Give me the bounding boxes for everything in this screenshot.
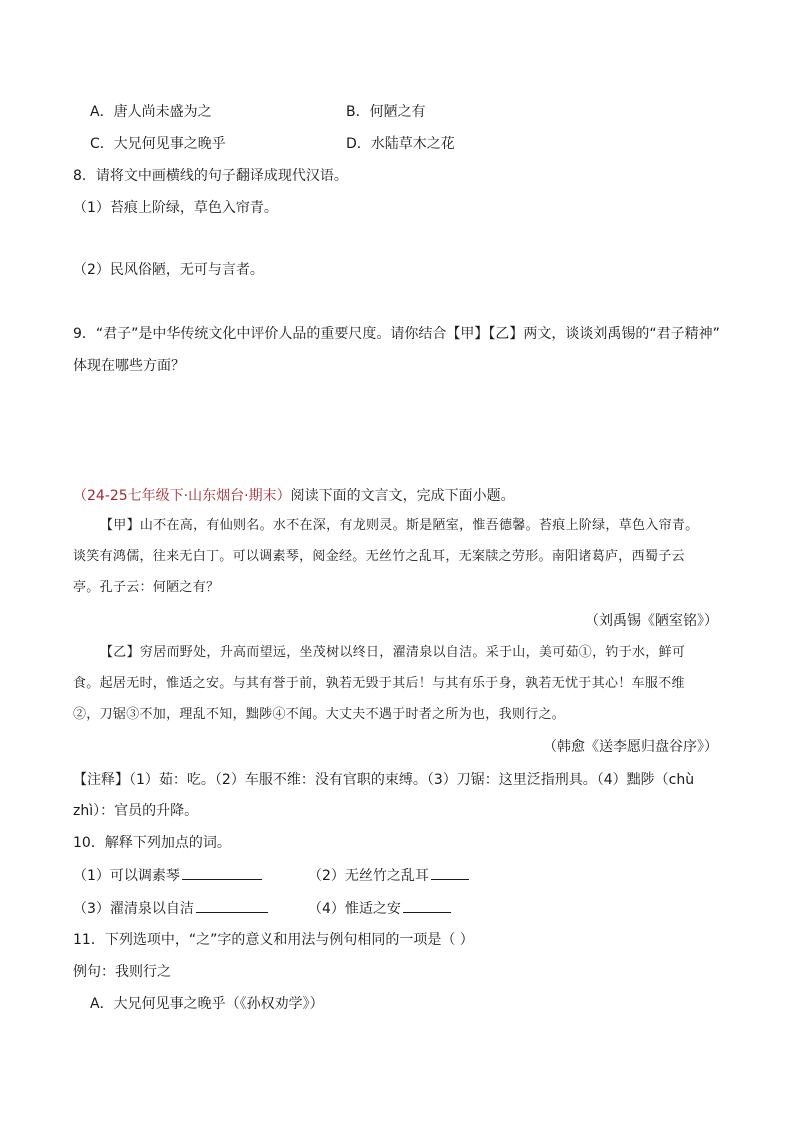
section-source: （24-25七年级下·山东烟台·期末） (73, 488, 291, 504)
q8-item-1: （1）苔痕上阶绿，草色入帘青。 (73, 200, 278, 216)
passage-jia-attribution: （刘禹锡《陋室铭》） (585, 613, 718, 629)
section-header (73, 486, 515, 506)
q11-example: 例句：我则行之 (73, 964, 171, 980)
passage-yi-line2: 食。起居无时，惟适之安。与其有誉于前，孰若无毁于其后！与其有乐于身，孰若无忧于其心！车服不维 (73, 676, 685, 691)
q11-prompt: 11．下列选项中，“之”字的意义和用法与例句相同的一项是（ ） (73, 932, 474, 948)
q10-item-1-text: （1）可以调素琴 (73, 868, 180, 884)
q10-item-3 (73, 898, 268, 919)
passage-yi-line3: ②，刀锯③不加，理乱不知，黜陟④不闻。大丈夫不遇于时者之所为也，我则行之。 (73, 707, 566, 722)
q9-prompt-line1: 9．“君子”是中华传统文化中评价人品的重要尺度。请你结合【甲】【乙】两文，谈谈刘禹锡的“君子精神” (73, 326, 720, 342)
passage-yi-attribution: （韩愈《送李愿归盘谷序》） (543, 739, 718, 755)
q10-item-2-text: （2）无丝竹之乱耳 (308, 868, 429, 884)
q10-item-2 (308, 865, 469, 886)
q9-prompt-line2: 体现在哪些方面？ (73, 358, 185, 374)
passage-jia-line2: 谈笑有鸿儒，往来无白丁。可以调素琴，阅金经。无丝竹之乱耳，无案牍之劳形。南阳诸葛庐，西蜀子云 (73, 549, 685, 564)
q8-item-2: （2）民风俗陋，无可与言者。 (73, 262, 264, 278)
q7-option-d: D．水陆草木之花 (346, 136, 455, 152)
passage-yi-line1: 【乙】穷居而野处，升高而望远，坐茂树以终日，濯清泉以自洁。采于山，美可茹①，钓于水，鲜可 (100, 645, 686, 660)
q10-item-4-blank[interactable] (403, 898, 451, 913)
q10-item-3-blank[interactable] (196, 898, 268, 913)
q7-option-c: C．大兄何见事之晚乎 (90, 136, 226, 152)
q10-item-3-text: （3）濯清泉以自洁 (73, 901, 194, 917)
q8-prompt: 8．请将文中画横线的句子翻译成现代汉语。 (73, 168, 348, 184)
q7-option-a: A．唐人尚未盛为之 (90, 104, 212, 120)
q10-item-4-text: （4）惟适之安 (308, 901, 401, 917)
passage-jia-line1: 【甲】山不在高，有仙则名。水不在深，有龙则灵。斯是陋室，惟吾德馨。苔痕上阶绿，草色入帘青。 (100, 518, 699, 533)
q10-prompt: 10．解释下列加点的词。 (73, 835, 231, 851)
q10-item-2-blank[interactable] (431, 865, 469, 880)
q10-item-1 (73, 865, 262, 886)
q11-option-a: A．大兄何见事之晚乎（《孙权劝学》） (90, 996, 324, 1012)
q10-item-4 (308, 898, 451, 919)
notes-line1: 【注释】（1）茹：吃。（2）车服不维：没有官职的束缚。（3）刀锯：这里泛指刑具。（4）黜陟（chù (73, 772, 695, 788)
passage-jia-line3: 亭。孔子云：何陋之有？ (73, 580, 220, 595)
notes-line2: zhì）：官员的升降。 (73, 803, 199, 819)
q7-option-b: B．何陋之有 (346, 104, 426, 120)
q10-item-1-blank[interactable] (182, 865, 262, 880)
section-instruction: 阅读下面的文言文，完成下面小题。 (290, 488, 515, 504)
